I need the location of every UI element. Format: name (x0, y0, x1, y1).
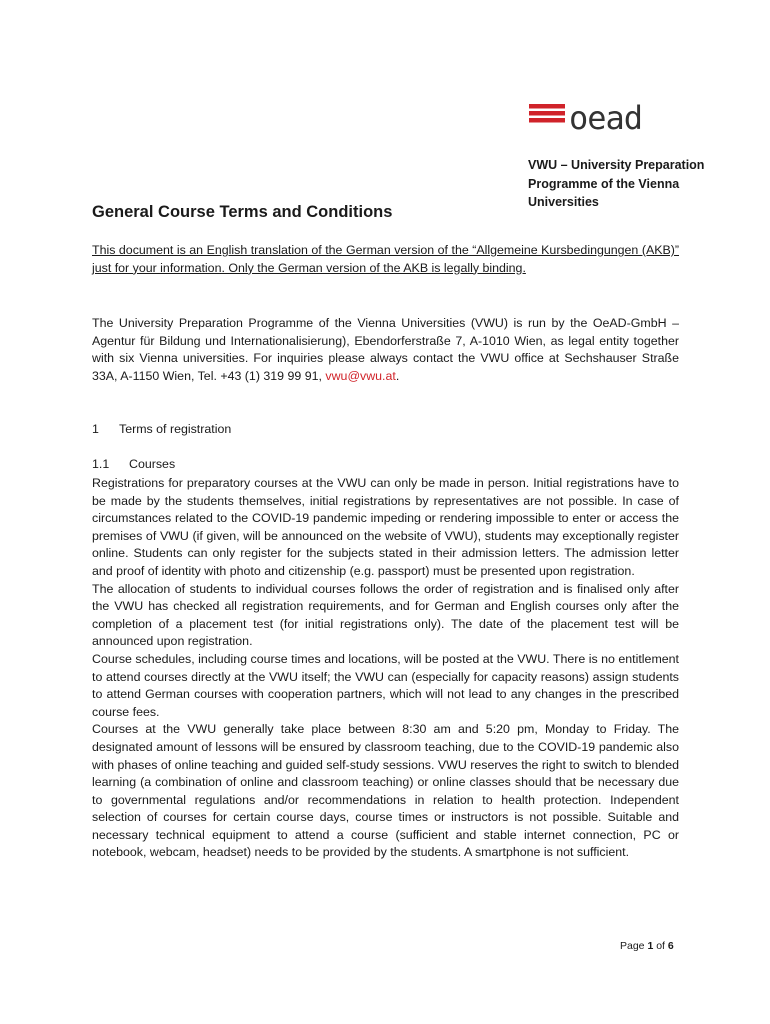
intro-end: . (395, 368, 400, 383)
oead-logo (529, 98, 665, 136)
logo-text: oead (569, 99, 643, 136)
section-1-1-heading (92, 457, 175, 471)
current-page: 1 (647, 940, 654, 952)
intro-text: The University Preparation Programme of the Vienna Universities (VWU) is run by the OeAD-GmbH – Agentur für Bildung und Internationalisierung), Ebendorferstraße 7, A-1010 Wien, as legal entity together with six Vienna universities. For inquiries please always contact the VWU office at Sechshauser Straße 33A, A-1150 Wien, Tel. +43 (1) 319 99 91, (92, 316, 679, 383)
page-number (620, 940, 674, 952)
intro-paragraph (92, 315, 679, 385)
courses-body (92, 475, 679, 862)
translation-notice: This document is an English translation of the German version of the “Allgemeine Kursbedingungen (AKB)” just for your information. Only the German version of the AKB is legally binding. (92, 243, 679, 275)
org-line-2: Programme of the Vienna (528, 176, 680, 191)
organization-name (528, 156, 728, 212)
section-1-number: 1 (92, 422, 99, 436)
total-pages: 6 (667, 940, 674, 952)
paragraph: The allocation of students to individual courses follows the order of registration and is finalised only after the VWU has checked all registration requirements, and for German and English courses only after the completion of a placement test (for initial registrations only). The date of the placement test will be announced upon registration. (92, 581, 679, 649)
paragraph: Course schedules, including course times and locations, will be posted at the VWU. There is no entitlement to attend courses directly at the VWU itself; the VWU can (especially for capacity reasons) assign students to attend German courses with cooperation partners, which will not lead to any changes in the prescribed course fees. (92, 651, 679, 719)
section-1-1-number: 1.1 (92, 457, 110, 471)
section-1-title: Terms of registration (119, 422, 232, 436)
document-title: General Course Terms and Conditions (92, 203, 393, 221)
paragraph: Registrations for preparatory courses at the VWU can only be made in person. Initial registrations have to be made by the students themselves, initial registrations by representatives are not possible. In case of circumstances related to the COVID-19 pandemic impeding or rendering impossible to enter or access the premises of VWU (if given, will be announced on the website of VWU), students may exceptionally register online. Students can only register for the subjects stated in their admission letters. The admission letter and proof of identity with photo and citizenship (e.g. passport) must be presented upon registration. (92, 476, 679, 578)
section-1-1-title: Courses (129, 457, 176, 471)
org-line-1: VWU – University Preparation (528, 158, 705, 172)
paragraph: Courses at the VWU generally take place between 8:30 am and 5:20 pm, Monday to Friday. The designated amount of lessons will be ensured by classroom teaching, due to the COVID-19 pandemic also with phases of online teaching and guided self-study sessions. VWU reserves the right to switch to blended learning (a combination of online and classroom teaching) or online classes should that be necessary due to governmental regulations and/or recommendations in relation to health protection. Independent selection of courses for certain course days, course times or instructors is not possible. Suitable and necessary technical equipment to attend a course (sufficient and stable internet connection, PC or notebook, webcam, headset) needs to be provided by the students. A smartphone is not sufficient. (92, 722, 679, 860)
page-label: Page (620, 940, 645, 952)
section-1-heading (92, 422, 231, 436)
email-link[interactable]: vwu@vwu.at (325, 368, 396, 383)
org-line-3: Universities (528, 195, 599, 209)
page-of: of (656, 940, 665, 952)
